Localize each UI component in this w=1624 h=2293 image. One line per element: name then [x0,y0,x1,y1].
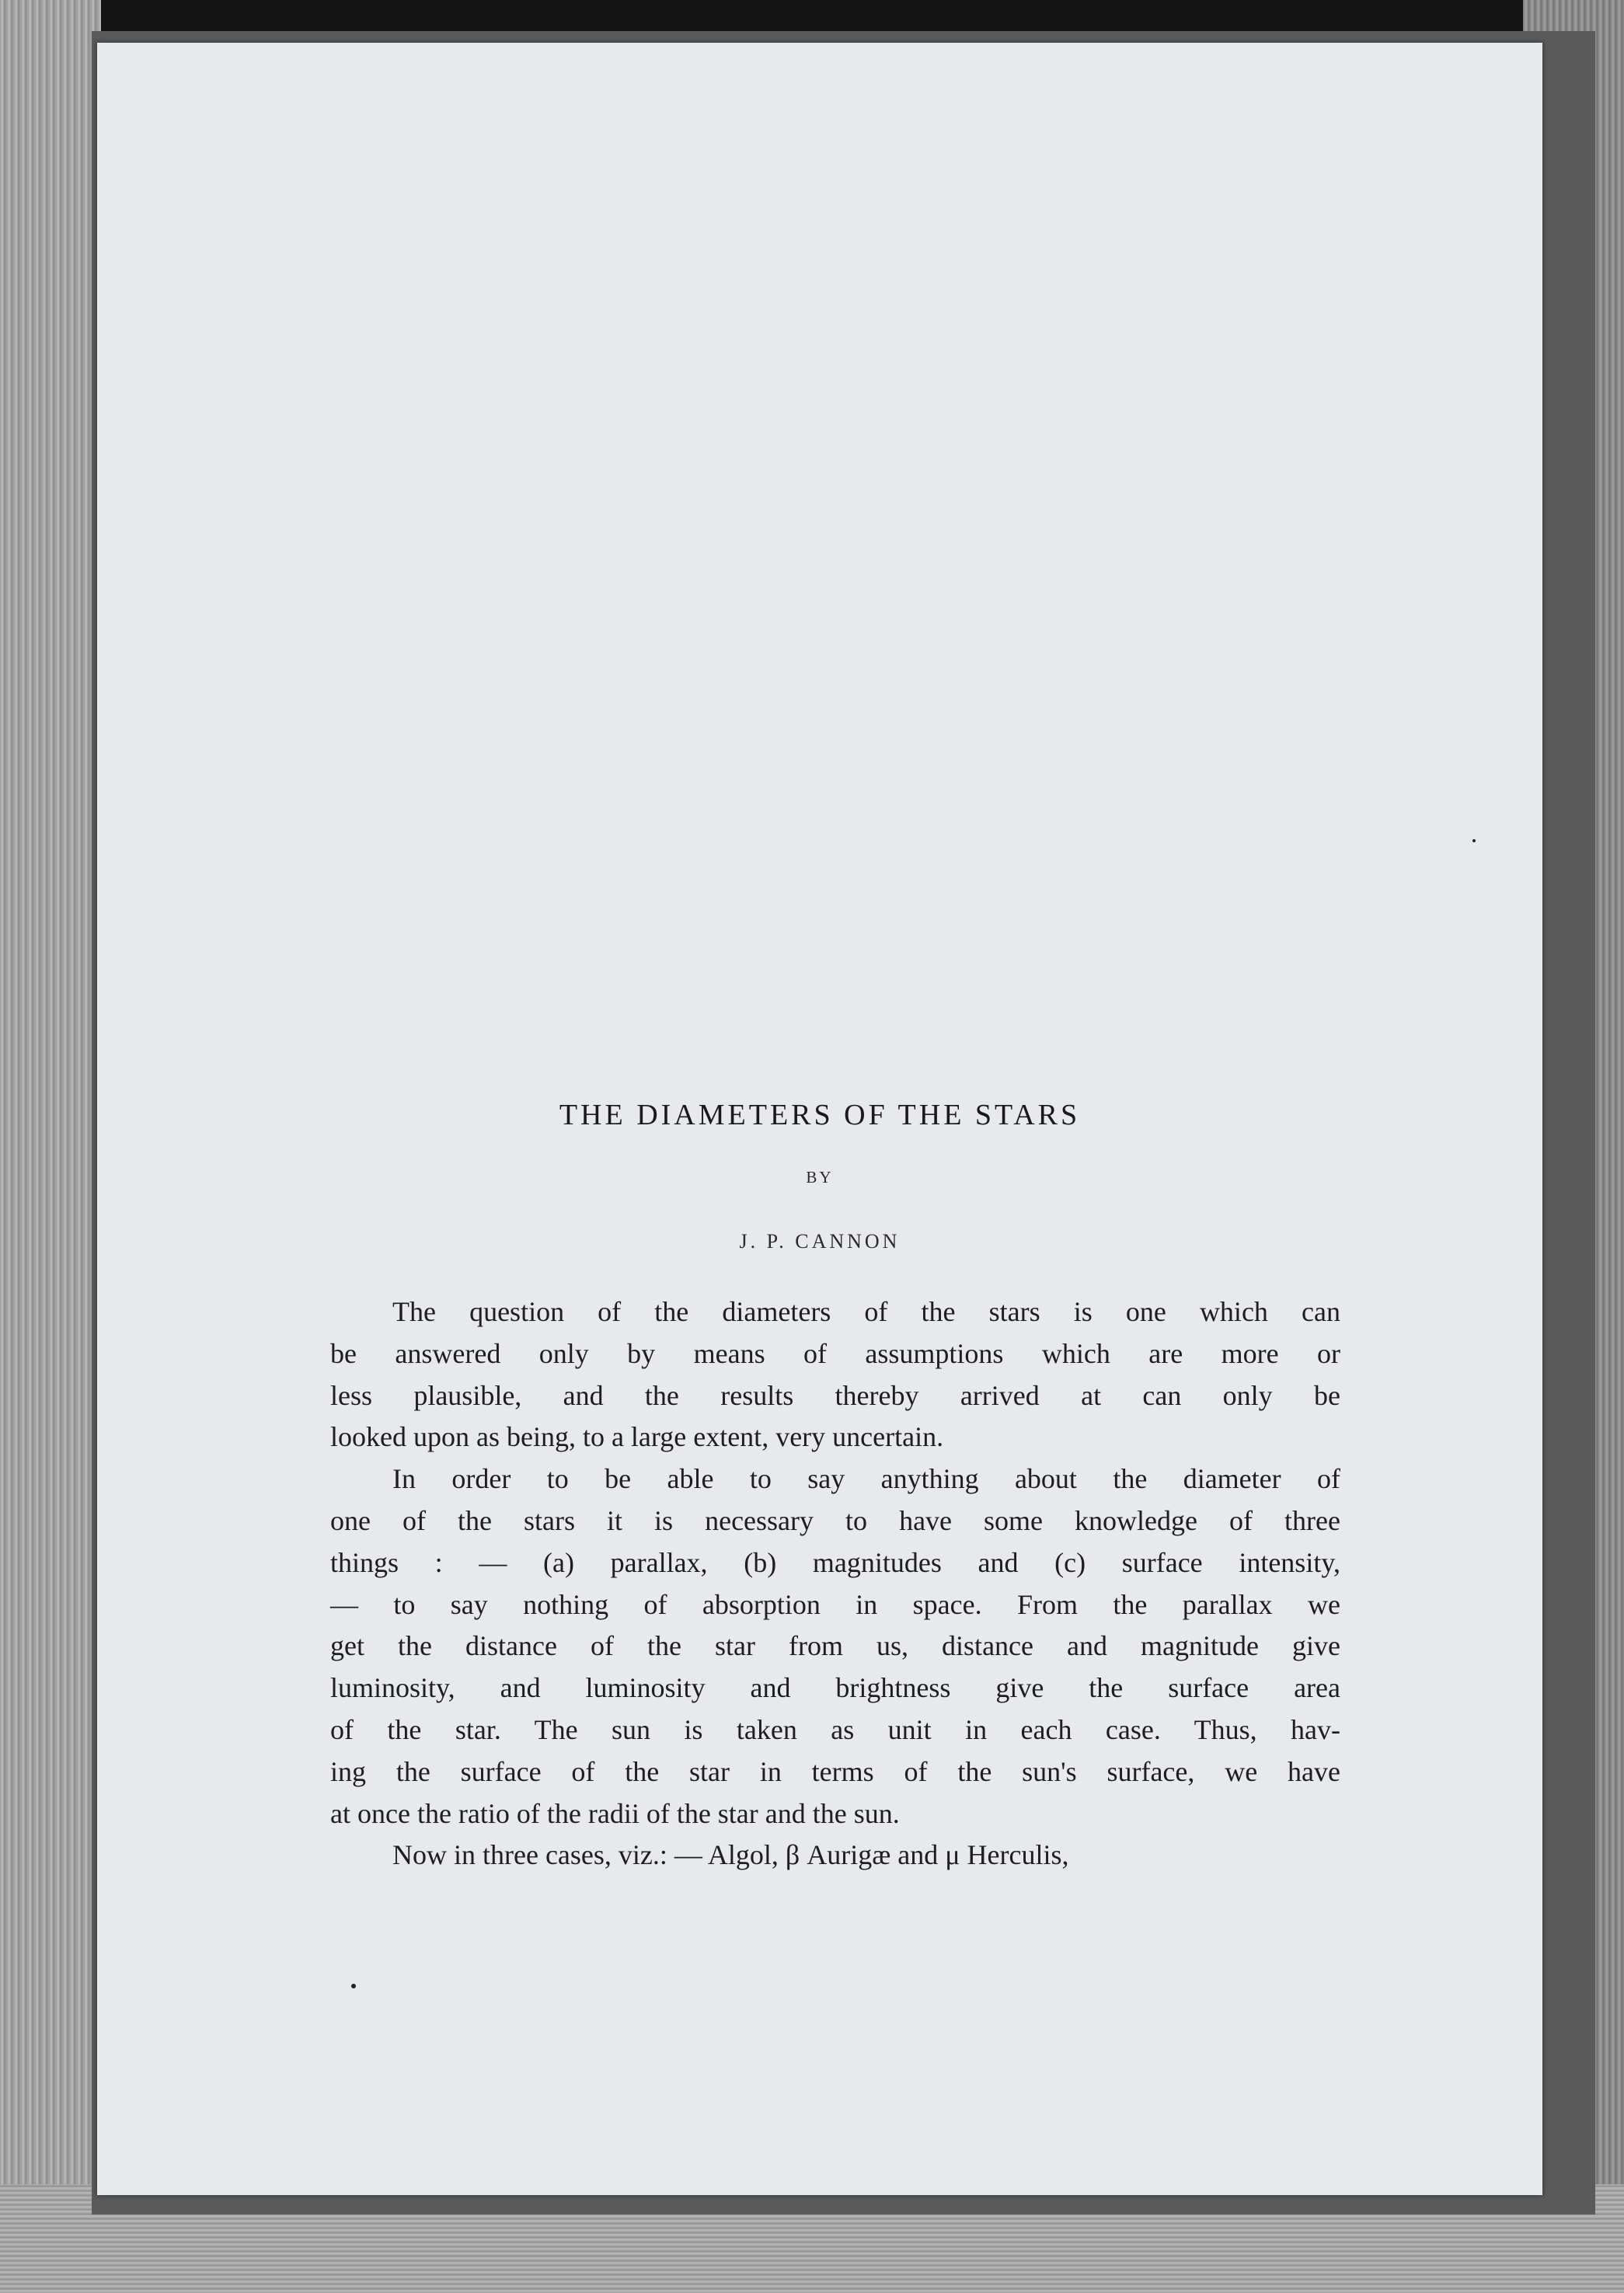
text-line: at once the ratio of the radii of the star and the sun. [330,1797,900,1829]
scan-left-margin [0,0,101,2293]
text-line: luminosity, and luminosity and brightness give the surface area [330,1672,1340,1704]
body-text [330,1291,1340,1877]
text-line: get the distance of the star from us, distance and magnitude give [330,1630,1340,1662]
document-page [97,43,1542,2195]
text-line: In order to be able to say anything about the diameter of [392,1463,1340,1495]
scan-speck [351,1984,356,1988]
scan-speck [1472,839,1476,842]
text-line: one of the stars it is necessary to have some knowledge of three [330,1504,1340,1536]
page-title: THE DIAMETERS OF THE STARS [559,1099,1081,1131]
text-line: — to say nothing of absorption in space. From the parallax we [330,1588,1340,1620]
byline: BY [806,1168,834,1187]
text-line: less plausible, and the results thereby arrived at can only be [330,1379,1340,1411]
text-line: The question of the diameters of the stars is one which can [392,1296,1340,1327]
text-line: ing the surface of the star in terms of the sun's surface, we have [330,1755,1340,1787]
text-line: looked upon as being, to a large extent, very uncertain. [330,1421,944,1453]
text-line: Now in three cases, viz.: — Algol, β Aurigæ and μ Herculis, [392,1839,1069,1871]
text-line: of the star. The sun is taken as unit in each case. Thus, hav- [330,1713,1340,1745]
text-line: things : — (a) parallax, (b) magnitudes and (c) surface intensity, [330,1546,1340,1578]
author-name: J. P. CANNON [739,1230,901,1253]
text-line: be answered only by means of assumptions which are more or [330,1337,1340,1369]
